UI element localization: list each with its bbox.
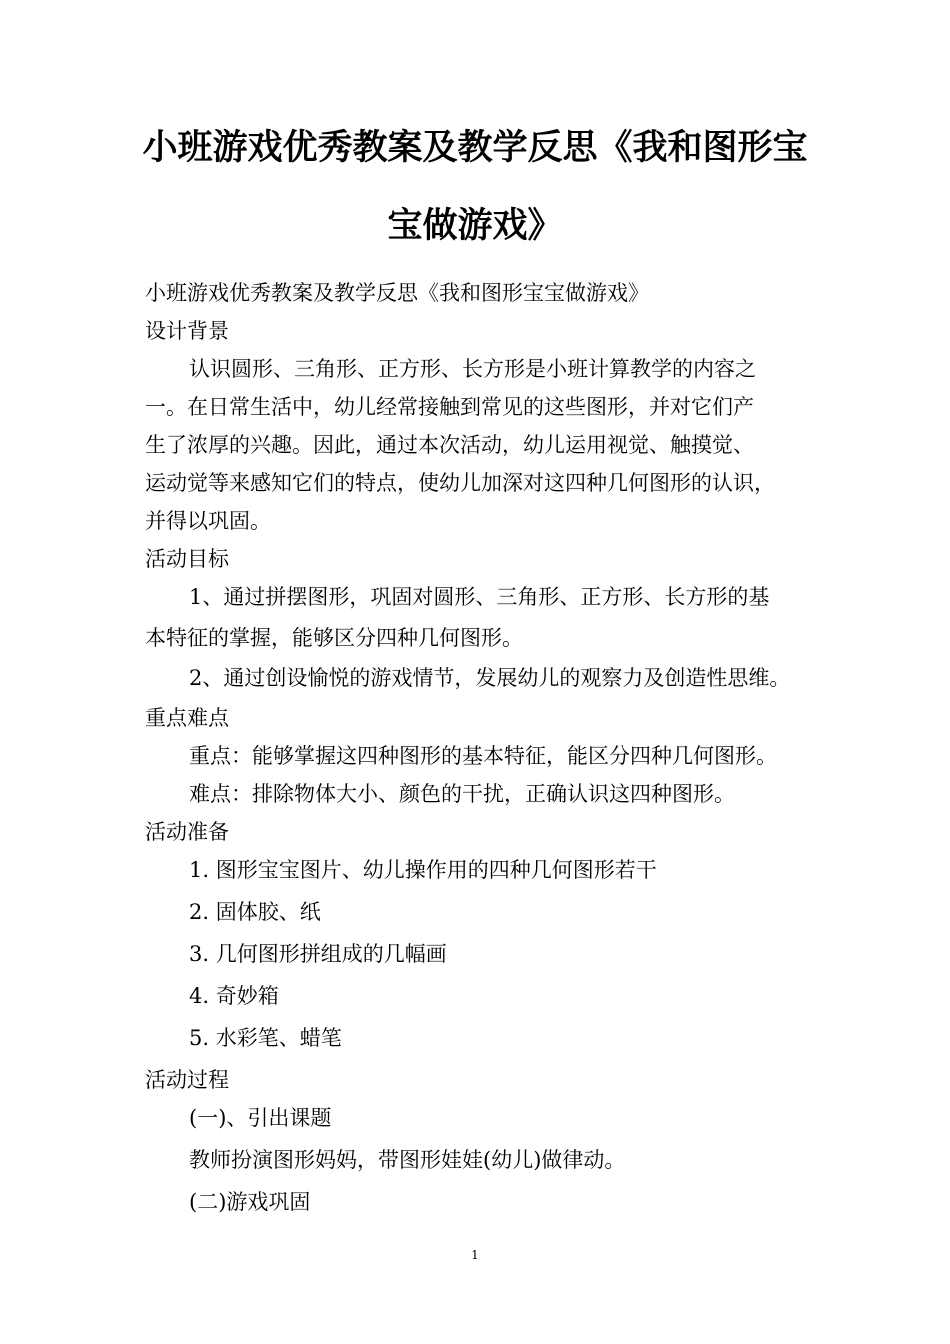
background-paragraph-line: 一。在日常生活中，幼儿经常接触到常见的这些图形，并对它们产: [145, 395, 754, 419]
document-title-line-2: 宝做游戏》: [387, 205, 563, 246]
section-heading-preparation: 活动准备: [145, 820, 229, 844]
process-step-heading: (一)、引出课题: [189, 1106, 332, 1130]
goal-item-line: 1、通过拼摆图形，巩固对圆形、三角形、正方形、长方形的基: [189, 585, 770, 609]
preparation-item: 1. 图形宝宝图片、幼儿操作用的四种几何图形若干: [189, 858, 657, 882]
document-title-line-1: 小班游戏优秀教案及教学反思《我和图形宝: [142, 127, 808, 168]
difficulty-line: 难点：排除物体大小、颜色的干扰，正确认识这四种图形。: [189, 782, 735, 806]
goal-item-line: 2、通过创设愉悦的游戏情节，发展幼儿的观察力及创造性思维。: [189, 666, 791, 690]
preparation-item: 5. 水彩笔、蜡笔: [189, 1026, 342, 1050]
section-heading-key-points: 重点难点: [145, 706, 229, 730]
background-paragraph-line: 生了浓厚的兴趣。因此，通过本次活动，幼儿运用视觉、触摸觉、: [145, 433, 754, 457]
key-point-line: 重点：能够掌握这四种图形的基本特征，能区分四种几何图形。: [189, 744, 777, 768]
background-paragraph-line: 认识圆形、三角形、正方形、长方形是小班计算教学的内容之: [189, 357, 756, 381]
process-step-text: 教师扮演图形妈妈，带图形娃娃(幼儿)做律动。: [189, 1148, 626, 1172]
preparation-item: 4. 奇妙箱: [189, 984, 279, 1008]
process-step-heading: (二)游戏巩固: [189, 1190, 311, 1214]
intro-title-line: 小班游戏优秀教案及教学反思《我和图形宝宝做游戏》: [145, 281, 649, 305]
preparation-item: 2. 固体胶、纸: [189, 900, 321, 924]
page-number: 1: [471, 1248, 479, 1262]
section-heading-goals: 活动目标: [145, 547, 229, 571]
preparation-item: 3. 几何图形拼组成的几幅画: [189, 942, 447, 966]
section-heading-process: 活动过程: [145, 1068, 229, 1092]
background-paragraph-line: 并得以巩固。: [145, 509, 271, 533]
background-paragraph-line: 运动觉等来感知它们的特点，使幼儿加深对这四种几何图形的认识，: [145, 471, 775, 495]
goal-item-line: 本特征的掌握，能够区分四种几何图形。: [145, 626, 523, 650]
section-heading-background: 设计背景: [145, 319, 229, 343]
